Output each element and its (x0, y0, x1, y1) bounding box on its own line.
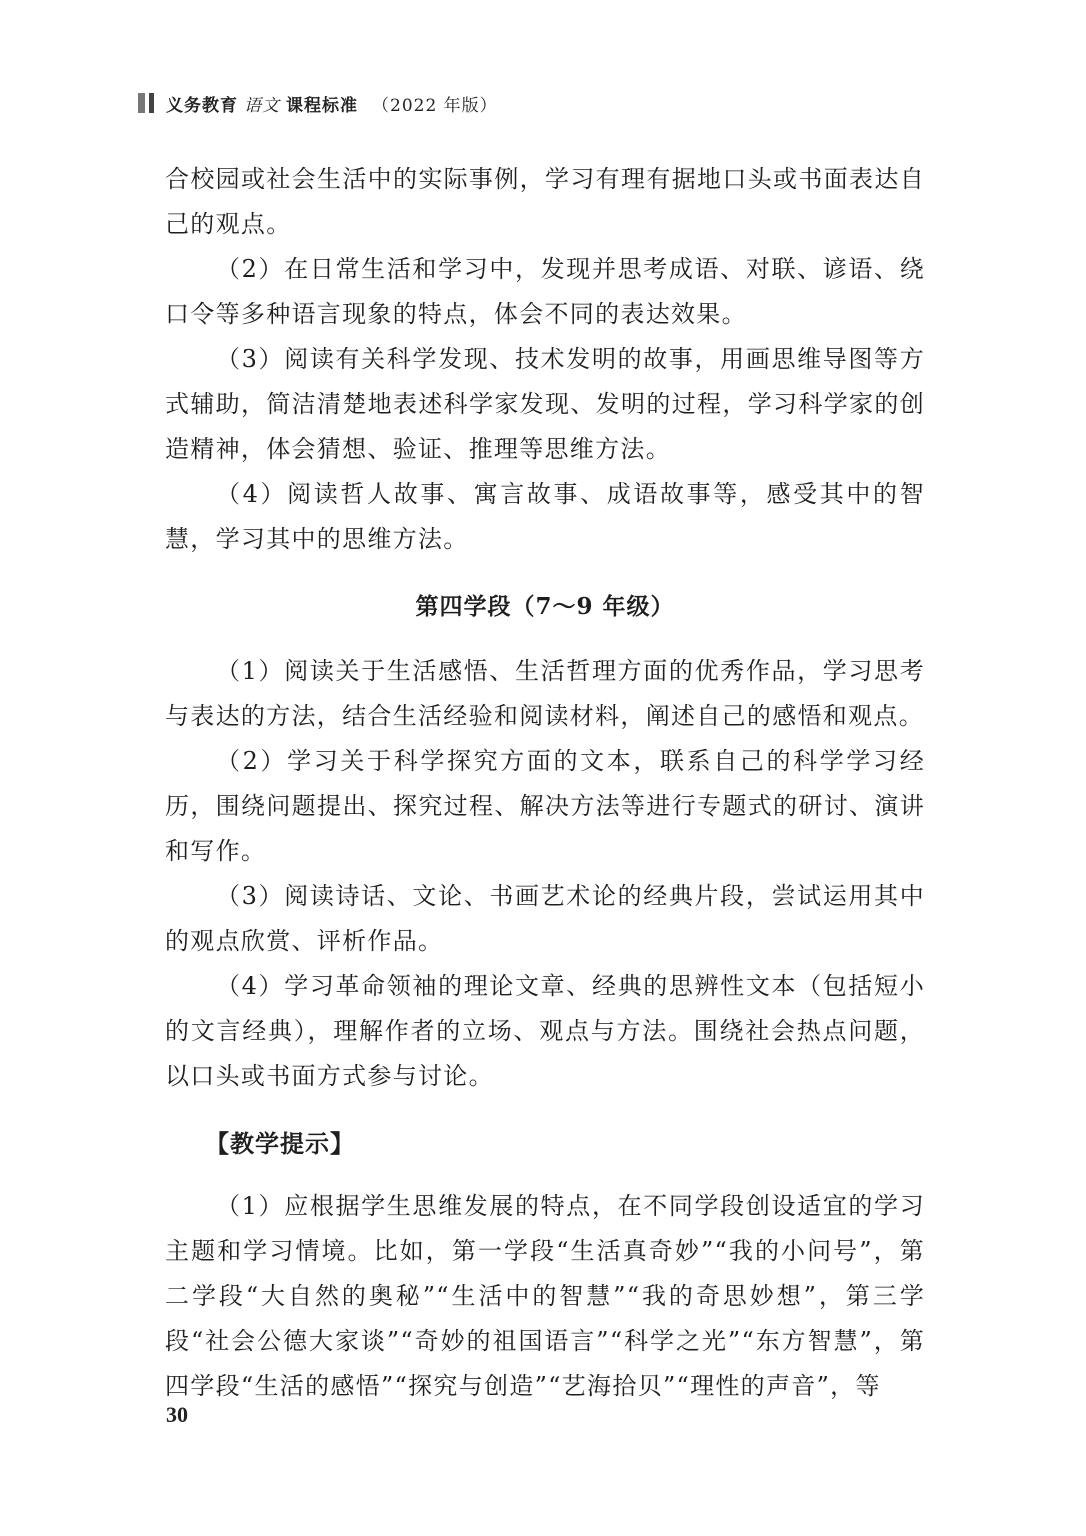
paragraph: （1）阅读关于生活感悟、生活哲理方面的优秀作品，学习思考与表达的方法，结合生活经验和阅读材料，阐述自己的感悟和观点。 (165, 657, 925, 730)
header-subject: 语文 (244, 95, 280, 116)
paragraph: （3）阅读诗话、文论、书画艺术论的经典片段，尝试运用其中的观点欣赏、评析作品。 (165, 882, 925, 955)
page-number: 30 (166, 1402, 188, 1427)
section-heading: 第四学段（7～9 年级） (415, 593, 675, 620)
header-standard: 课程标准 (286, 95, 358, 116)
paragraph: （4）学习革命领袖的理论文章、经典的思辨性文本（包括短小的文言经典），理解作者的立场、观点与方法。围绕社会热点问题，以口头或书面方式参与讨论。 (165, 972, 925, 1090)
page-body (165, 157, 925, 1409)
paragraph: （4）阅读哲人故事、寓言故事、成语故事等，感受其中的智慧，学习其中的思维方法。 (165, 480, 925, 553)
paragraph: （2）学习关于科学探究方面的文本，联系自己的科学学习经历，围绕问题提出、探究过程、解决方法等进行专题式的研讨、演讲和写作。 (165, 747, 925, 865)
paragraph: 合校园或社会生活中的实际事例，学习有理有据地口头或书面表达自己的观点。 (165, 165, 925, 238)
paragraph: （3）阅读有关科学发现、技术发明的故事，用画思维导图等方式辅助，简洁清楚地表述科学家发现、发明的过程，学习科学家的创造精神，体会猜想、验证、推理等思维方法。 (165, 345, 925, 463)
paragraph: （1）应根据学生思维发展的特点，在不同学段创设适宜的学习主题和学习情境。比如，第一学段“生活真奇妙”“我的小问号”，第二学段“大自然的奥秘”“生活中的智慧”“我的奇思妙想”，第三学段“社会公德大家谈”“奇妙的祖国语言”“科学之光”“东方智慧”，第四学段“生活的感悟”“探究与创造”“艺海拾贝”“理性的声音”，等 (165, 1192, 925, 1400)
header-edition: （2022 年版） (372, 95, 498, 116)
header-bars-icon (138, 93, 154, 113)
tips-heading: 【教学提示】 (205, 1129, 355, 1158)
running-header (138, 88, 498, 118)
paragraph: （2）在日常生活和学习中，发现并思考成语、对联、谚语、绕口令等多种语言现象的特点，体会不同的表达效果。 (165, 255, 925, 328)
header-book: 义务教育 (166, 95, 238, 116)
